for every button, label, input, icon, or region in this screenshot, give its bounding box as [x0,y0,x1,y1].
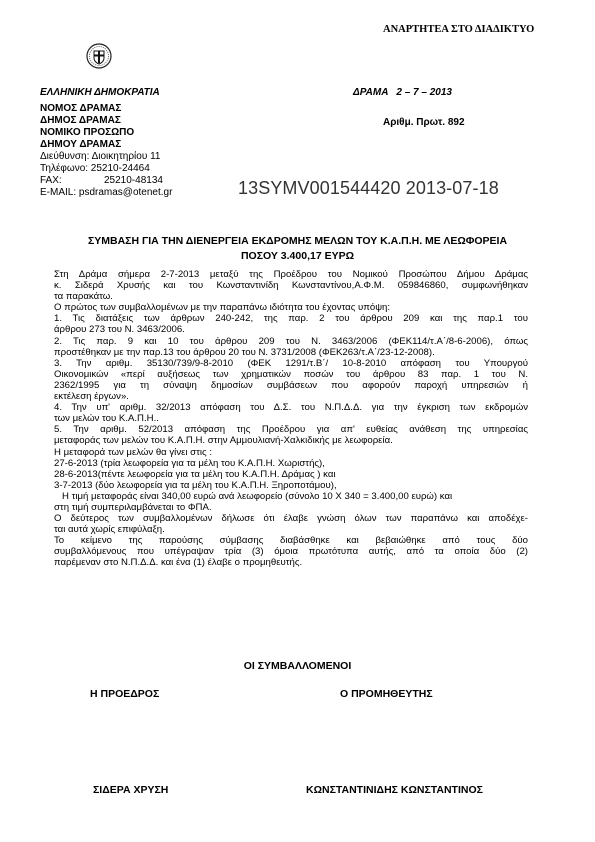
body-line: Ο πρώτος των συμβαλλομένων με την παραπάνω ιδιότητα του έχοντας υπόψη: [54,302,391,314]
entity-label-line2: ΔΗΜΟΥ ΔΡΑΜΑΣ [40,139,122,150]
body-line: Οικονομικών «περί αυξήσεως των χρηματικών ποσών του άρθρου 83 παρ. 1 του Ν. [54,368,528,380]
body-line: 4. Την υπ' αριθμ. 32/2013 απόφαση του Δ.Σ. του Ν.Π.Δ.Δ. για την έγκριση των εκδρομών [54,402,528,414]
body-line: των μελών του Κ.Α.Π.Η.. [54,413,159,425]
body-line: 3. Την αριθμ. 35130/739/9-8-2010 (ΦΕΚ 1291/τ.Β΄/ 10-8-2010 απόφαση του Υπουργού [54,357,528,369]
right-signatory-name: ΚΩΝΣΤΑΝΤΙΝΙΔΗΣ ΚΩΝΣΤΑΝΤΙΝΟΣ [306,784,483,796]
body-line: προστέθηκαν με την παρ.13 του άρθρου 20 του Ν. 3731/2008 (ΦΕΚ263/τ.Α΄/23-12-2008). [54,346,435,358]
body-line: Στη Δράμα σήμερα 2-7-2013 μεταξύ της Προέδρου του Νομικού Προσώπου Δήμου Δράμας [54,269,528,280]
phone-text: Τηλέφωνο: 25210-24464 [40,163,150,174]
fax-label: FAX: [40,175,62,186]
municipality-label: ΔΗΜΟΣ ΔΡΑΜΑΣ [40,115,121,126]
email-text: E-MAIL: psdramas@otenet.gr [40,187,173,198]
body-line: τα παρακάτω. [54,291,113,303]
body-line: μεταφοράς των μελών του Κ.Α.Π.Η. στην Αμμουλιανή-Χαλκιδικής με λεωφορεία. [54,435,393,447]
body-line: κ. Σιδερά Χρυσής και του Κωνσταντινίδη Κωνσταντίνου,Α.Φ.Μ. 059846860, συμφωνήθηκαν [54,280,528,292]
place-date: ΔΡΑΜΑ 2 – 7 – 2013 [353,87,452,98]
body-line: παρέμεναν στο Ν.Π.Δ.Δ. και ένα (1) έλαβε ο προμηθευτής. [54,557,303,569]
body-line: 27-6-2013 (τρία λεωφορεία για τα μέλη του Κ.Α.Π.Η. Χωριστής), [54,457,325,469]
protocol-number: Αριθμ. Πρωτ. 892 [383,117,465,128]
body-line: άρθρου 273 του Ν. 3463/2006. [54,324,185,336]
registry-number: 13SYMV001544420 2013-07-18 [238,178,499,198]
right-signatory-role: Ο ΠΡΟΜΗΘΕΥΤΗΣ [340,688,433,700]
body-line: 28-6-2013(πέντε λεωφορεία για τα μέλη του Κ.Α.Π.Η. Δράμας ) και [54,468,336,480]
contract-body [54,269,528,569]
body-line: Το κείμενο της παρούσης σύμβασης διαβάσθηκε και βεβαιώθηκε από τους δύο [54,535,528,547]
republic-label: ΕΛΛΗΝΙΚΗ ΔΗΜΟΚΡΑΤΙΑ [40,87,160,98]
address-text: Διεύθυνση: Διοικητηρίου 11 [40,151,161,162]
body-line: 5. Την αριθμ. 52/2013 απόφαση της Προέδρου για απ' ευθείας ανάθεση της υπηρεσίας [54,424,528,436]
fax-value: 25210-48134 [104,175,163,186]
greek-emblem-icon [86,42,112,70]
body-line: Η τιμή μεταφοράς είναι 340,00 ευρώ ανά λεωφορείο (σύνολο 10 Χ 340 = 3.400,00 ευρώ) και [54,490,453,502]
publish-note: ΑΝΑΡΤΗΤΕΑ ΣΤΟ ΔΙΑΔΙΚΤΥΟ [383,24,535,35]
body-line: Ο δεύτερος των συμβαλλομένων δήλωσε ότι έλαβε γνώση όλων των παραπάνω και αποδέχε- [54,513,528,525]
body-line: συμβαλλόμενους που υπέγραψαν τρία (3) όμοια πρωτότυπα αυτής, από τα οποία δύο (2) [54,546,528,558]
body-line: 3-7-2013 (δύο λεωφορεία για τα μέλη του Κ.Α.Π.Η. Ξηροποτάμου), [54,479,337,491]
body-line: 2362/1995 για τη σύναψη δημοσίων συμβάσεων που αφορούν παροχή υπηρεσιών ή [54,379,528,391]
body-line: εκτέλεση έργων». [54,391,129,403]
signatories-heading: ΟΙ ΣΥΜΒΑΛΛΟΜΕΝΟΙ [243,660,352,672]
body-line: 1. Τις διατάξεις των άρθρων 240-242, της παρ. 2 του άρθρου 209 και της παρ.1 του [54,313,528,325]
contract-title: ΣΥΜΒΑΣΗ ΓΙΑ ΤΗΝ ΔΙΕΝΕΡΓΕΙΑ ΕΚΔΡΟΜΗΣ ΜΕΛΩΝ ΤΟΥ Κ.Α.Π.Η. ΜΕ ΛΕΩΦΟΡΕΙΑ [87,235,508,247]
body-line: Η μεταφορά των μελών θα γίνει στις : [54,446,212,458]
contract-amount: ΠΟΣΟΥ 3.400,17 ΕΥΡΩ [240,250,355,262]
prefecture-label: ΝΟΜΟΣ ΔΡΑΜΑΣ [40,103,122,114]
body-line: στη τιμή συμπεριλαμβάνεται το ΦΠΑ. [54,501,212,513]
body-line: ται αυτά χωρίς επιφύλαξη. [54,524,165,536]
left-signatory-role: Η ΠΡΟΕΔΡΟΣ [90,688,160,700]
left-signatory-name: ΣΙΔΕΡΑ ΧΡΥΣΗ [93,784,169,796]
body-line: 2. Τις παρ. 9 και 10 του άρθρου 209 του Ν. 3463/2006 (ΦΕΚ114/τ.Α΄/8-6-2006), όπως [54,335,528,347]
entity-label-line1: ΝΟΜΙΚΟ ΠΡΟΣΩΠΟ [40,127,135,138]
